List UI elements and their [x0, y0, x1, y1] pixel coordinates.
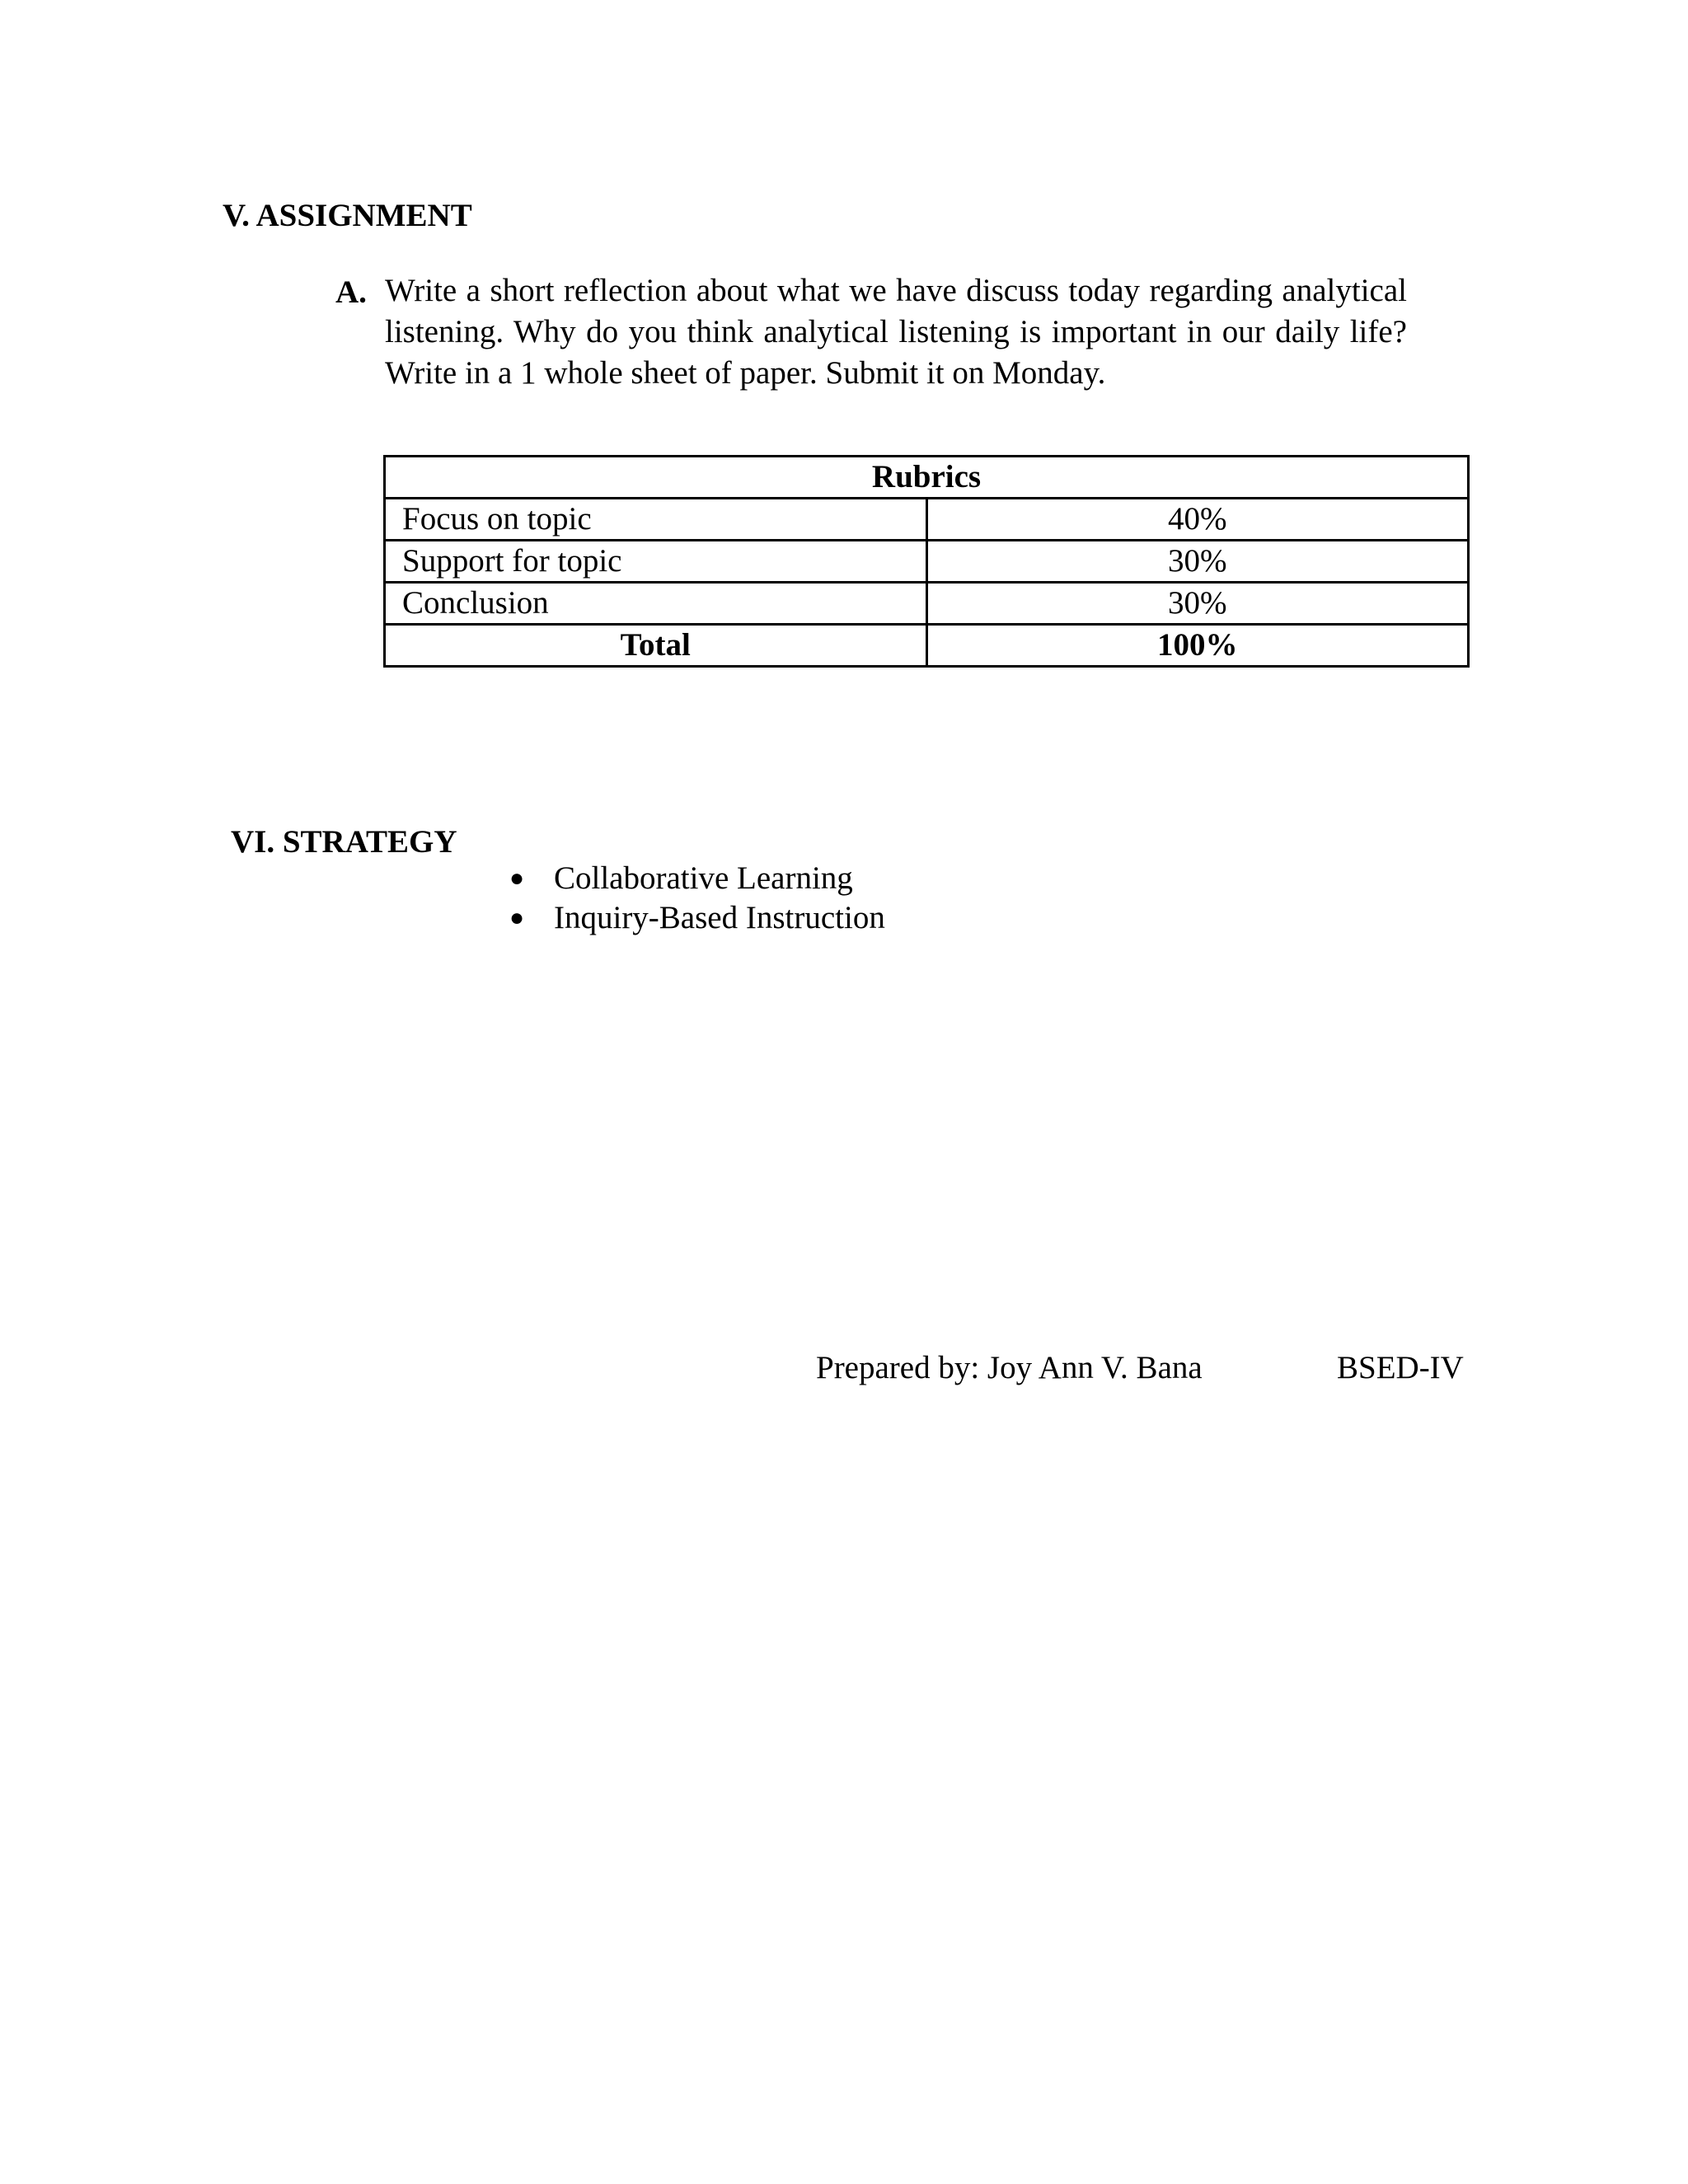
strategy-item-label: Inquiry-Based Instruction: [554, 900, 885, 935]
rubric-weight: 30%: [926, 583, 1469, 625]
rubric-total-label: Total: [385, 625, 927, 667]
task-letter: A.: [335, 274, 367, 310]
bullet-icon: ●: [509, 865, 525, 892]
rubrics-title: Rubrics: [385, 457, 1469, 499]
rubric-total-value: 100%: [926, 625, 1469, 667]
strategy-item-label: Collaborative Learning: [554, 860, 853, 896]
rubrics-table: [383, 455, 1470, 668]
rubric-row: [385, 583, 1469, 625]
assignment-heading: V. ASSIGNMENT: [223, 198, 472, 233]
rubrics-header-row: [385, 457, 1469, 499]
rubric-criterion: Focus on topic: [385, 499, 927, 541]
course-label: BSED-IV: [1337, 1350, 1464, 1385]
rubric-row: [385, 541, 1469, 583]
rubric-weight: 30%: [926, 541, 1469, 583]
assignment-task-text: Write a short reflection about what we have discuss today regarding analytical listening. Why do you think analytical listening is important in our daily life? Write in a 1 whole sheet of paper. Submit it on Monday.: [385, 273, 1407, 391]
rubric-criterion: Conclusion: [385, 583, 927, 625]
rubric-criterion: Support for topic: [385, 541, 927, 583]
rubric-weight: 40%: [926, 499, 1469, 541]
strategy-list: [503, 859, 885, 938]
prepared-by: Prepared by: Joy Ann V. Bana: [816, 1350, 1203, 1385]
bullet-icon: ●: [509, 904, 525, 931]
rubric-total-row: [385, 625, 1469, 667]
list-item: [503, 859, 885, 898]
list-item: [503, 898, 885, 938]
rubric-row: [385, 499, 1469, 541]
strategy-heading: VI. STRATEGY: [231, 824, 457, 860]
